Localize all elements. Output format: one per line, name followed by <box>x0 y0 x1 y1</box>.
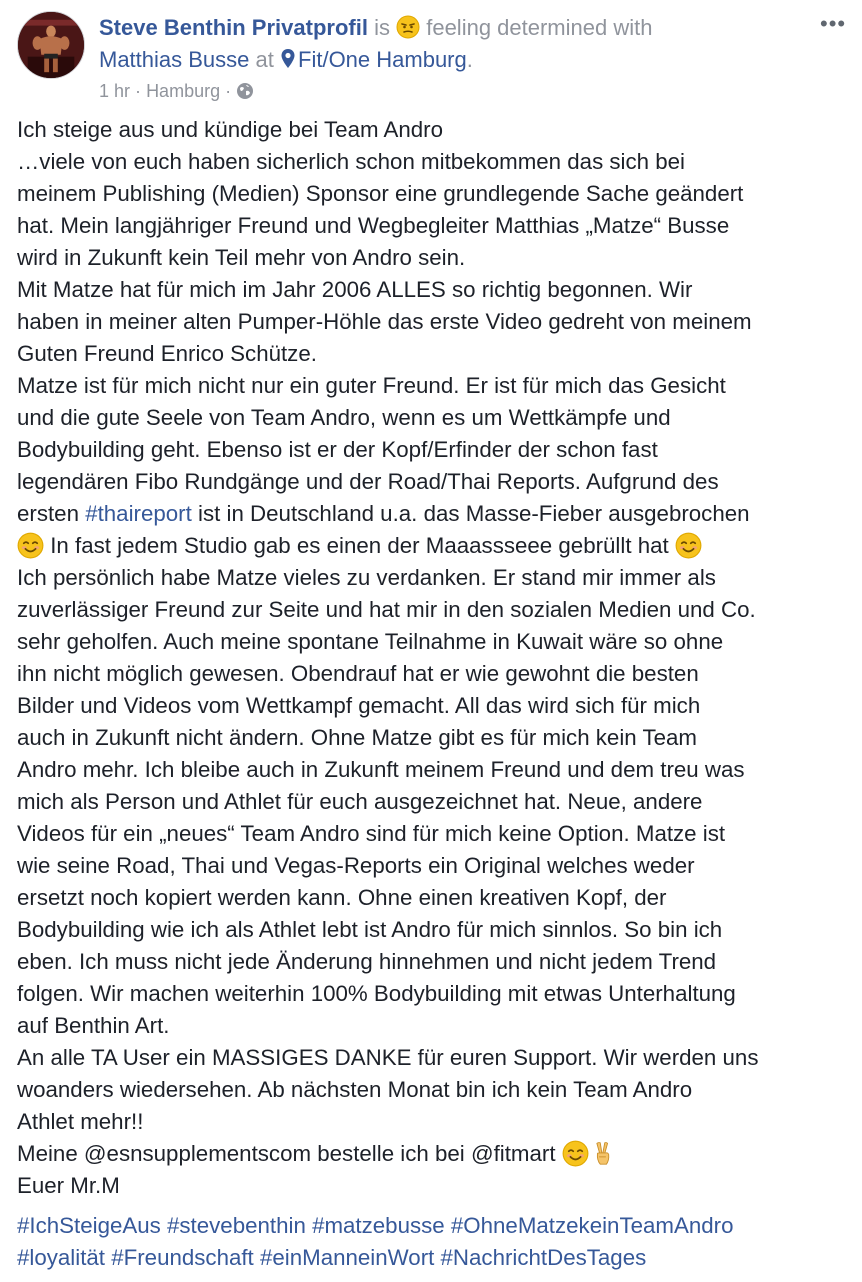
hashtag-line <box>17 1210 857 1242</box>
post-body <box>17 114 857 1202</box>
author-name-link[interactable]: Steve Benthin Privatprofil <box>99 15 368 40</box>
hashtag-link[interactable]: #OhneMatzekeinTeamAndro <box>450 1213 734 1238</box>
body-text-segment: ersten <box>17 501 79 526</box>
body-line: auf Benthin Art. <box>17 1013 170 1038</box>
body-line: Guten Freund Enrico Schütze. <box>17 341 317 366</box>
body-text-segment: ist in Deutschland u.a. das Masse-Fieber ausgebrochen <box>198 501 750 526</box>
body-line: woanders wiedersehen. Ab nächsten Monat bin ich kein Team Andro <box>17 1077 693 1102</box>
body-line: An alle TA User ein MASSIGES DANKE für euren Support. Wir werden uns <box>17 1045 759 1070</box>
smiling-face-icon <box>17 532 44 559</box>
body-line: Bilder und Videos vom Wettkampf gemacht. All das wird sich für mich <box>17 693 701 718</box>
body-line: Bodybuilding geht. Ebenso ist er der Kopf/Erfinder der schon fast <box>17 437 658 462</box>
body-line: Ich persönlich habe Matze vieles zu verdanken. Er stand mir immer als <box>17 565 716 590</box>
smiling-face-icon <box>675 532 702 559</box>
body-line <box>17 498 857 530</box>
body-line: und die gute Seele von Team Andro, wenn es um Wettkämpfe und <box>17 405 671 430</box>
hashtag-link[interactable]: #stevebenthin <box>167 1213 306 1238</box>
body-line: Videos für ein „neues“ Team Andro sind für mich keine Option. Matze ist <box>17 821 726 846</box>
meta-dot-1: · <box>135 81 142 101</box>
body-line: legendären Fibo Rundgänge und der Road/Thai Reports. Aufgrund des <box>17 469 719 494</box>
body-line: ihn nicht möglich gewesen. Obendrauf hat er wie gewohnt die besten <box>17 661 699 686</box>
body-line: Athlet mehr!! <box>17 1109 144 1134</box>
more-options-button[interactable]: ••• <box>820 11 847 36</box>
body-line: …viele von euch haben sicherlich schon mitbekommen das sich bei <box>17 149 686 174</box>
hashtag-link[interactable]: #loyalität <box>17 1245 106 1270</box>
body-line: hat. Mein langjähriger Freund und Wegbegleiter Matthias „Matze“ Busse <box>17 213 730 238</box>
post-time-link[interactable]: 1 hr <box>99 81 131 101</box>
location-link[interactable]: Fit/One Hamburg <box>298 47 467 72</box>
hashtag-link[interactable]: #matzebusse <box>312 1213 445 1238</box>
body-line: folgen. Wir machen weiterhin 100% Bodybuilding mit etwas Unterhaltung <box>17 981 736 1006</box>
smiling-face-icon <box>562 1140 589 1167</box>
body-line: Ich steige aus und kündige bei Team Andro <box>17 117 444 142</box>
body-text-segment: In fast jedem Studio gab es einen der Maaassseee gebrüllt hat <box>50 533 669 558</box>
map-pin-icon <box>280 48 296 70</box>
body-line <box>17 530 857 562</box>
tagged-person-link[interactable]: Matthias Busse <box>99 47 250 72</box>
post-meta <box>99 79 254 103</box>
hashtag-link[interactable]: #einManneinWort <box>259 1245 435 1270</box>
body-line: Matze ist für mich nicht nur ein guter Freund. Er ist für mich das Gesicht <box>17 373 726 398</box>
globe-icon[interactable] <box>236 82 254 100</box>
body-line: mich als Person und Athlet für euch ausgezeichnet hat. Neue, andere <box>17 789 703 814</box>
header-line-2 <box>99 44 799 76</box>
body-line: Mit Matze hat für mich im Jahr 2006 ALLES so richtig begonnen. Wir <box>17 277 693 302</box>
body-line: eben. Ich muss nicht jede Änderung hinnehmen und nicht jedem Trend <box>17 949 717 974</box>
victory-hand-icon <box>589 1140 616 1167</box>
body-text-segment: Meine @esnsupplementscom bestelle ich bei @fitmart <box>17 1141 556 1166</box>
hashtag-link-thaireport[interactable]: #thaireport <box>85 501 192 526</box>
body-line: auch in Zukunft nicht ändern. Ohne Matze gibt es für mich kein Team <box>17 725 698 750</box>
body-line: haben in meiner alten Pumper-Höhle das erste Video gedreht von meinem <box>17 309 752 334</box>
body-line: meinem Publishing (Medien) Sponsor eine grundlegende Sache geändert <box>17 181 744 206</box>
meta-dot-2: · <box>225 81 232 101</box>
body-line: zuverlässiger Freund zur Seite und hat mir in den sozialen Medien und Co. <box>17 597 756 622</box>
post-header <box>99 12 799 76</box>
post-place: Hamburg <box>146 81 221 101</box>
hashtag-line <box>17 1242 857 1274</box>
body-line: wie seine Road, Thai und Vegas-Reports ein Original welches weder <box>17 853 695 878</box>
body-line: Andro mehr. Ich bleibe auch in Zukunft meinem Freund und dem treu was <box>17 757 745 782</box>
body-line: wird in Zukunft kein Teil mehr von Andro sein. <box>17 245 466 270</box>
body-line: Euer Mr.M <box>17 1173 120 1198</box>
feeling-text: feeling determined with <box>426 15 653 40</box>
header-line-1 <box>99 12 799 44</box>
body-line <box>17 1138 857 1170</box>
body-line: ersetzt noch kopiert werden kann. Ohne einen kreativen Kopf, der <box>17 885 667 910</box>
hashtag-list <box>17 1210 857 1274</box>
hashtag-link[interactable]: #Freundschaft <box>111 1245 254 1270</box>
header-period: . <box>466 47 473 72</box>
at-word: at <box>255 47 274 72</box>
body-line: Bodybuilding wie ich als Athlet lebt ist Andro für mich sinnlos. So bin ich <box>17 917 723 942</box>
hashtag-link[interactable]: #NachrichtDesTages <box>440 1245 647 1270</box>
determined-face-icon <box>396 15 420 39</box>
is-word: is <box>374 15 390 40</box>
hashtag-link[interactable]: #IchSteigeAus <box>17 1213 161 1238</box>
author-avatar[interactable] <box>17 11 85 79</box>
body-line: sehr geholfen. Auch meine spontane Teilnahme in Kuwait wäre so ohne <box>17 629 724 654</box>
bodybuilder-photo <box>18 12 84 78</box>
